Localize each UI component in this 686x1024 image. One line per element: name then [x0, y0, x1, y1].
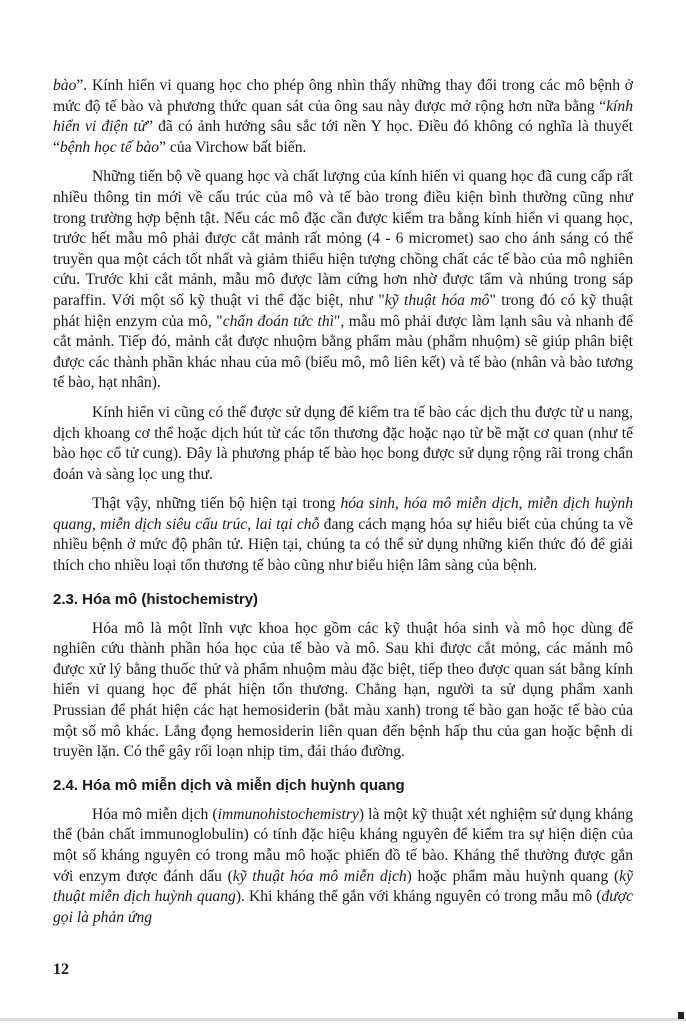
- paragraph-p2: [53, 167, 633, 394]
- italic-term: immunohistochemistry: [217, 805, 359, 823]
- section-2-4-body: [53, 805, 633, 929]
- paragraph-p4: [53, 494, 633, 576]
- text-run: ) là một kỹ thuật xét nghiệm sử dụng kháng thể (bản chất immunoglobulin) có tính đặc hiệu kháng nguyên để kiểm tra sự hiện diện của một số kháng nguyên có trong mẫu mô hoặc phiến đồ tế bào. Kháng thể thường được gắn với enzym được đánh dấu (: [53, 805, 633, 885]
- italic-term: kính hiển vi điện tử: [53, 97, 633, 136]
- italic-term: bào: [53, 77, 77, 94]
- text-run: ). Khi kháng thể gắn với kháng nguyên có trong mẫu mô (: [235, 888, 602, 906]
- text-run: Kính hiển vi cũng có thể được sử dụng để kiểm tra tế bào các dịch thu được từ u nang, dịch khoang cơ thể hoặc dịch hút từ các tổn thương đặc hoặc nạo từ bề mặt cơ quan (như tế bào học cổ tử cung). Đây là phương pháp tế bào học bong được sử dụng rộng rãi trong chẩn đoán và sàng lọc ung thư.: [53, 403, 633, 483]
- italic-term: kỹ thuật hóa mô miễn dịch: [232, 867, 407, 885]
- text-run: đang cách mạng hóa sự hiểu biết của chúng ta về nhiều bệnh ở mức độ phân tử. Hiện tại, chúng ta có thể sử dụng những kiến thức đó để giải thích cho nhiều loại tổn thương tế bào cũng như biểu hiện lâm sàng của bệnh.: [53, 515, 633, 575]
- text-run: Những tiến bộ về quang học và chất lượng của kính hiển vi quang học đã cung cấp rất nhiều thông tin mới về cấu trúc của mô và tế bào trong điều kiện bình thường cũng như trong trường hợp bệnh tật. Nếu các mô đặc cần được kiểm tra bằng kính hiển vi quang học, trước hết mẫu mô phải được cắt mảnh rất mỏng (4 - 6 micromet) sao cho ánh sáng có thể truyền qua một cách tốt nhất và giảm thiểu hiện tượng chồng chất các tế bào của mô nghiên cứu. Trước khi cắt mảnh, mẫu mô được làm cứng hơn nhờ được tẩm và nhúng trong sáp paraffin. Với một số kỹ thuật vi thể đặc biệt, như ": [53, 168, 633, 309]
- scan-corner-mark: [678, 1012, 684, 1019]
- intro-paragraphs: [53, 76, 633, 577]
- italic-term: kỹ thuật miễn dịch huỳnh quang: [53, 867, 633, 906]
- italic-term: kỹ thuật hóa mô: [384, 291, 490, 309]
- section-2-3-body: [53, 619, 633, 763]
- paragraph-p5: [53, 619, 633, 763]
- paragraph-p1: [53, 76, 633, 158]
- page-number: 12: [53, 961, 69, 978]
- paragraph-p6: [53, 805, 633, 929]
- italic-term: được gọi là phản ứng: [53, 888, 633, 926]
- text-run: ) hoặc phẩm màu huỳnh quang (: [406, 867, 620, 885]
- page-edge-divider: [0, 1018, 686, 1021]
- text-run: " trong đó có kỹ thuật phát hiện enzym của mô, ": [53, 291, 633, 330]
- text-run: Thật vậy, những tiến bộ hiện tại trong: [92, 495, 341, 513]
- section-heading-2-4: 2.4. Hóa mô miễn dịch và miễn dịch huỳnh quang: [53, 776, 405, 794]
- text-run: ” đã có ảnh hưởng sâu sắc tới nền Y học. Điều đó không có nghĩa là thuyết “: [53, 118, 633, 156]
- section-heading-2-3: 2.3. Hóa mô (histochemistry): [53, 590, 259, 608]
- text-run: Hóa mô là một lĩnh vực khoa học gồm các kỹ thuật hóa sinh và mô học dùng để nghiên cứu thành phần hóa học của tế bào và mô. Sau khi được cắt mỏng, các mảnh mô được xử lý bằng thuốc thử và phẩm nhuộm màu đặc biệt, tiếp theo được quan sát bằng kính hiển vi quang học để phát hiện tổn thương. Chẳng hạn, người ta sử dụng phẩm xanh Prussian để phát hiện các hạt hemosiderin (bắt màu xanh) trong tế bào gan hoặc tế bào của một số mô khác. Lắng đọng hemosiderin liên quan đến bệnh hấp thu của gan hoặc bệnh di truyền lặn. Có thể gây rối loạn nhịp tim, đái tháo đường.: [53, 619, 633, 761]
- italic-term: chẩn đoán tức thì: [222, 312, 334, 330]
- page-body: [53, 76, 633, 928]
- paragraph-p3: [53, 403, 633, 485]
- text-run: ", mẫu mô phải được làm lạnh sâu và nhanh để cắt mảnh. Tiếp đó, mảnh cắt được nhuộm bằng phẩm màu (phẩm nhuộm) sẽ giúp phân biệt được các thành phần khác nhau của mô (biểu mô, mô liên kết) và tế bào (nhân và bào tương tế bào, hạt nhân).: [53, 312, 633, 392]
- italic-term: hóa sinh, hóa mô miễn dịch, miễn dịch huỳnh quang, miễn dịch siêu cấu trúc, lai tại chỗ: [53, 495, 633, 533]
- text-run: ” của Virchow bất biến.: [159, 138, 307, 156]
- text-run: Hóa mô miễn dịch (: [92, 805, 218, 823]
- italic-term: bệnh học tế bào: [59, 138, 160, 156]
- text-run: ”. Kính hiển vi quang học cho phép ông nhìn thấy những thay đổi trong các mô bệnh ở mức độ tế bào và phương thức quan sát của ông sau này được mở rộng hơn nữa bằng “: [53, 77, 633, 115]
